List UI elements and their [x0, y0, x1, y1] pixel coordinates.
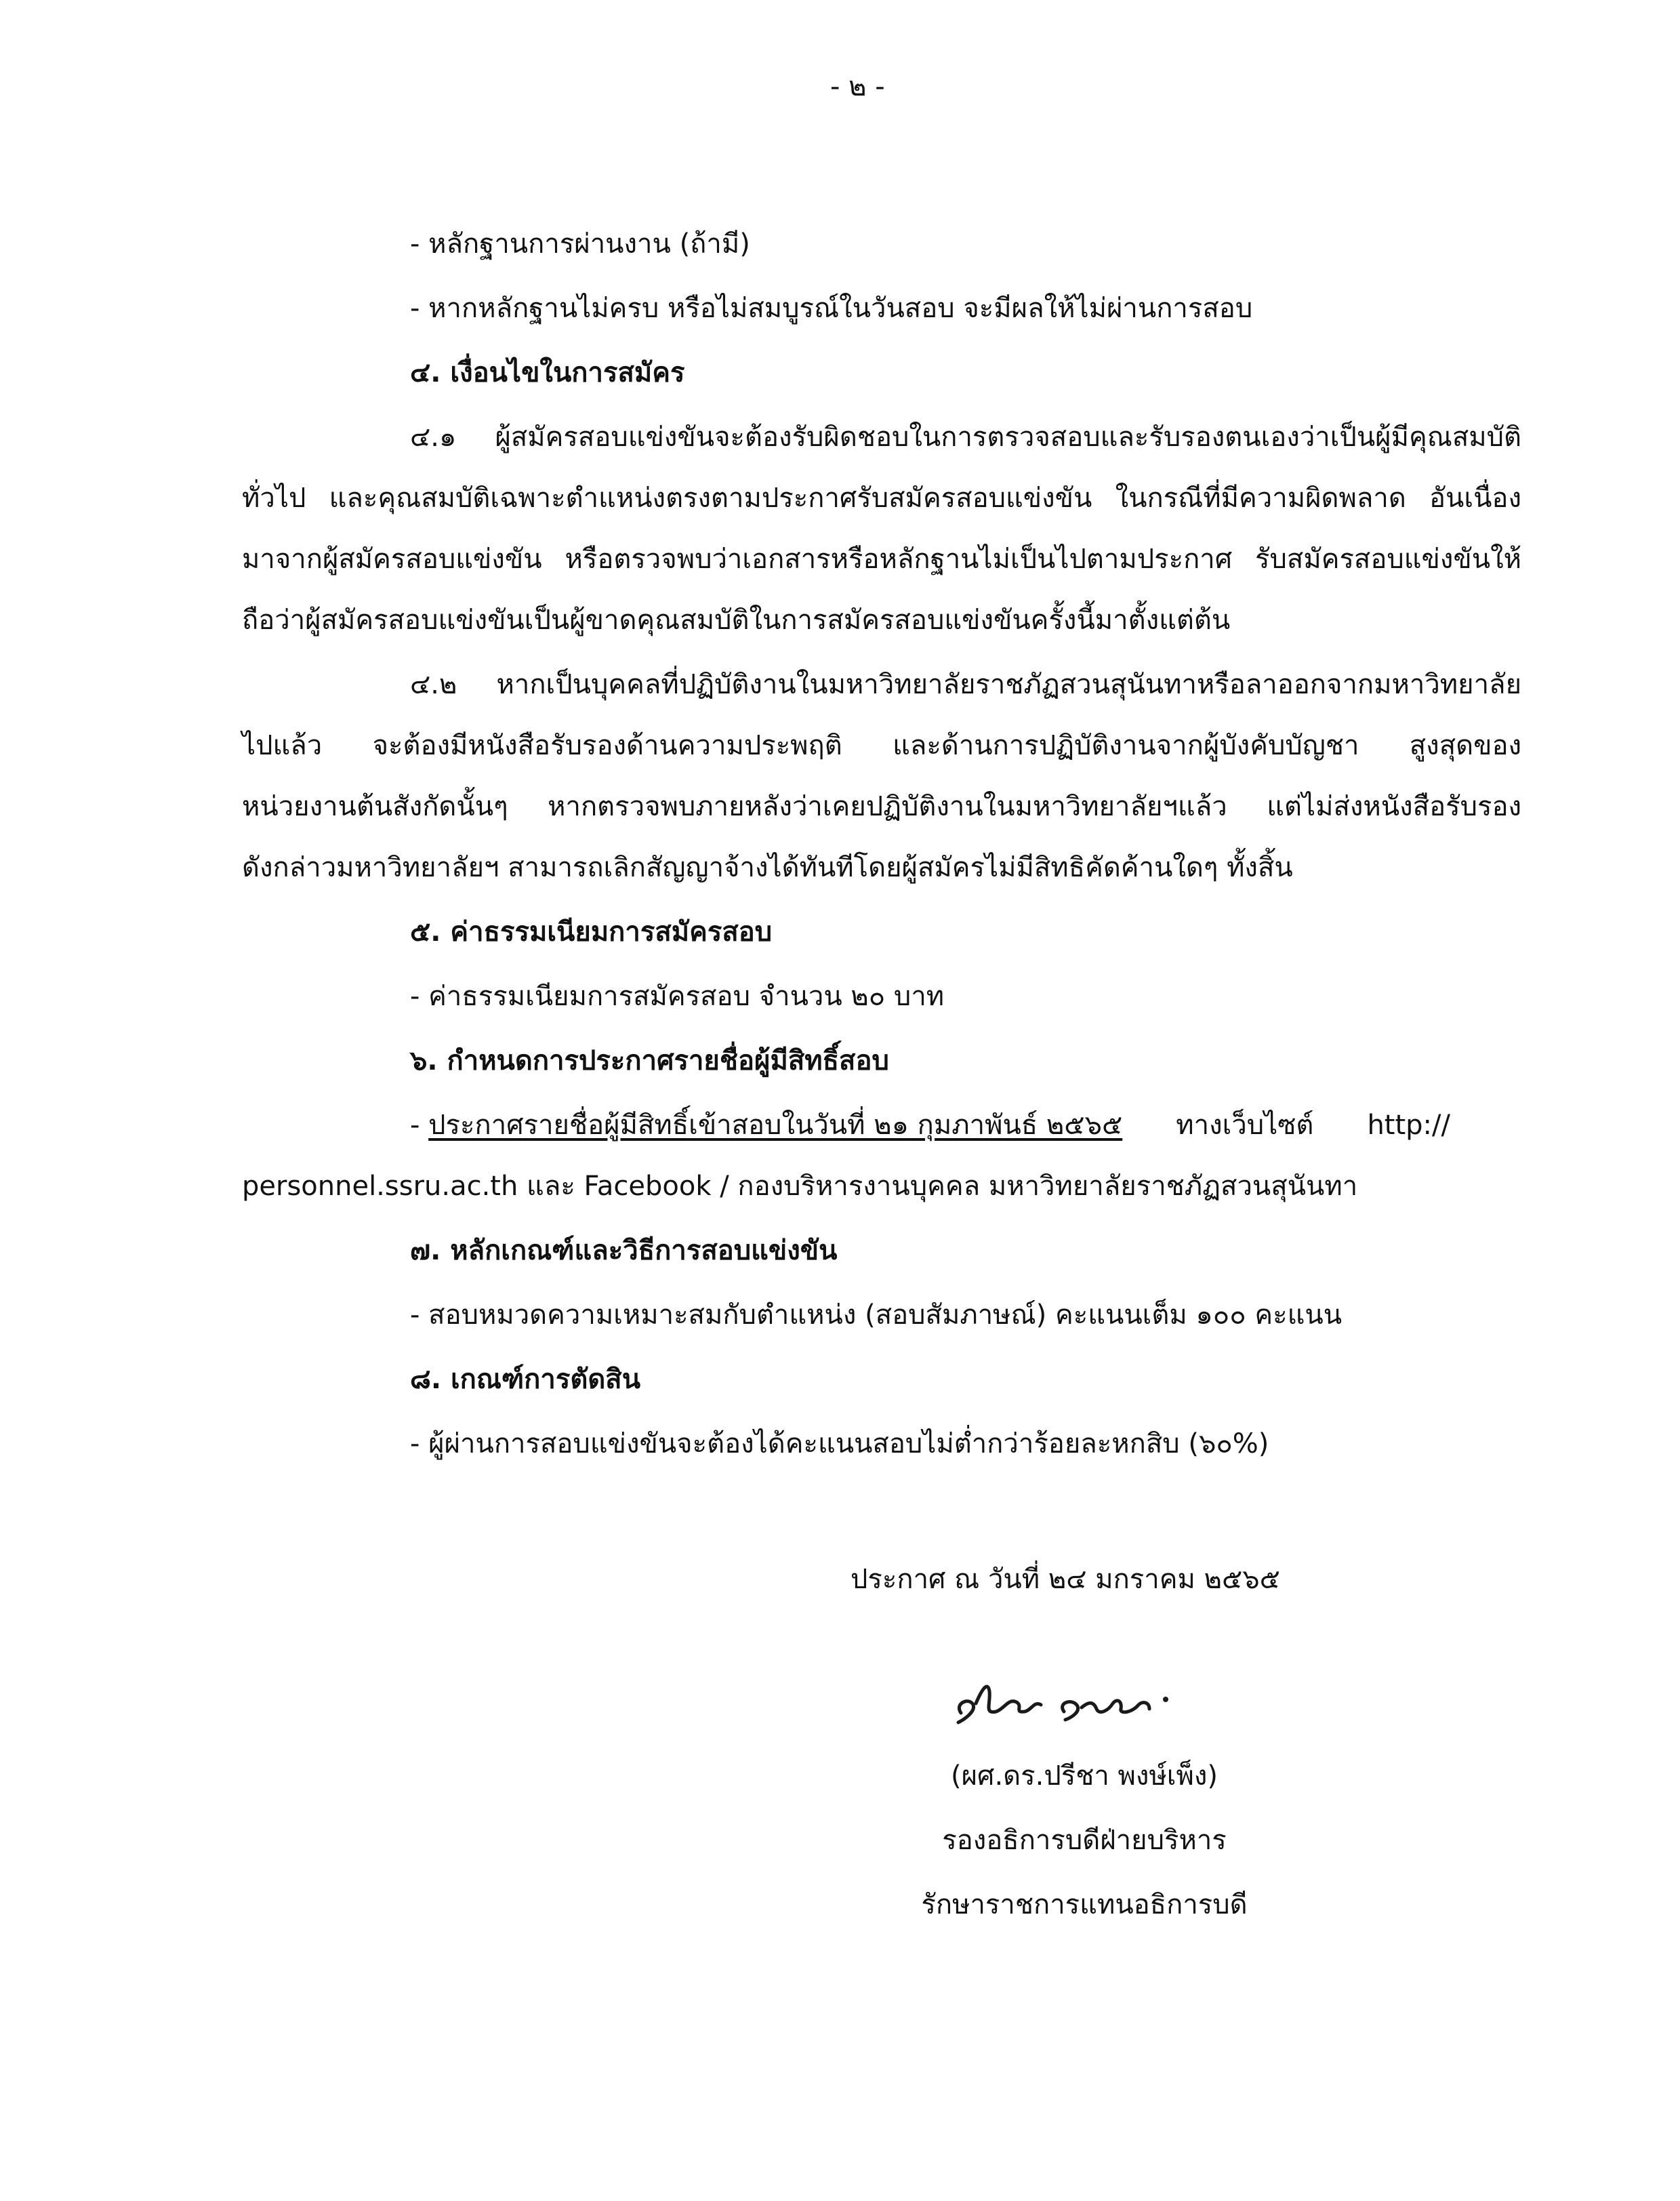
section-4-heading: ๔. เงื่อนไขในการสมัคร	[410, 357, 685, 388]
website-url-start: http://	[1367, 1110, 1450, 1141]
text-segment: หากตรวจพบภายหลังว่าเคยปฏิบัติงานในมหาวิทยาลัยฯแล้ว	[548, 791, 1227, 822]
text-segment: สูงสุดของ	[1409, 730, 1521, 761]
section-4-1-row-4: ถือว่าผู้สมัครสอบแข่งขันเป็นผู้ขาดคุณสมบัติในการสมัครสอบแข่งขันครั้งนี้มาตั้งแต่ต้น	[242, 605, 1231, 636]
handwritten-signature	[949, 1671, 1206, 1745]
section-5-heading: ๕. ค่าธรรมเนียมการสมัครสอบ	[410, 916, 773, 948]
signer-position: รองอธิการบดีฝ่ายบริหาร	[942, 1825, 1227, 1856]
text-segment: จะต้องมีหนังสือรับรองด้านความประพฤติ	[372, 730, 842, 761]
text-segment: แต่ไม่ส่งหนังสือรับรอง	[1267, 791, 1521, 822]
section-4-1-text: ผู้สมัครสอบแข่งขันจะต้องรับผิดชอบในการตรวจสอบและรับรองตนเองว่าเป็นผู้มีคุณสมบัติ	[495, 422, 1521, 453]
section-4-1-row-3	[242, 539, 1521, 580]
section-8-text: - ผู้ผ่านการสอบแข่งขันจะต้องได้คะแนนสอบไม่ต่ำกว่าร้อยละหกสิบ (๖๐%)	[410, 1428, 1269, 1459]
section-4-1-row-1	[410, 417, 1521, 458]
section-4-2-text: หากเป็นบุคคลที่ปฏิบัติงานในมหาวิทยาลัยราชภัฏสวนสุนันทาหรือลาออกจากมหาวิทยาลัย	[496, 669, 1521, 700]
section-4-2-row-4: ดังกล่าวมหาวิทยาลัยฯ สามารถเลิกสัญญาจ้างได้ทันทีโดยผู้สมัครไม่มีสิทธิคัดค้านใดๆ ทั้งสิ้น	[242, 852, 1293, 883]
text-segment: หรือตรวจพบว่าเอกสารหรือหลักฐานไม่เป็นไปตามประกาศ	[565, 544, 1233, 575]
section-6-announcement	[410, 1105, 1122, 1146]
text-segment: และด้านการปฏิบัติงานจากผู้บังคับบัญชา	[893, 730, 1359, 761]
website-label: ทางเว็บไซต์	[1176, 1110, 1314, 1141]
section-6-heading: ๖. กำหนดการประกาศรายชื่อผู้มีสิทธิ์สอบ	[410, 1045, 889, 1076]
text-segment: ในกรณีที่มีความผิดพลาด	[1115, 483, 1406, 514]
incomplete-evidence-line: - หากหลักฐานไม่ครบ หรือไม่สมบูรณ์ในวันสอบ จะมีผลให้ไม่ผ่านการสอบ	[410, 293, 1253, 324]
section-4-1-number: ๔.๑	[410, 422, 457, 453]
announcement-date-underlined: ประกาศรายชื่อผู้มีสิทธิ์เข้าสอบในวันที่ ๒๑ กุมภาพันธ์ ๒๕๖๕	[428, 1110, 1123, 1141]
dash: -	[410, 1110, 420, 1141]
section-4-2-number: ๔.๒	[410, 669, 457, 700]
text-segment: ไปแล้ว	[242, 730, 323, 761]
signer-name: (ผศ.ดร.ปรีชา พงษ์เพ็ง)	[951, 1760, 1218, 1792]
section-4-2-row-1	[410, 664, 1521, 705]
section-6-row-1	[410, 1105, 1450, 1146]
section-4-2-row-2	[242, 725, 1521, 766]
section-4-2-row-3	[242, 786, 1521, 827]
text-segment: มาจากผู้สมัครสอบแข่งขัน	[242, 544, 542, 575]
section-8-heading: ๘. เกณฑ์การตัดสิน	[410, 1364, 641, 1395]
text-segment: ทั่วไป	[242, 483, 306, 514]
signer-acting-role: รักษาราชการแทนอธิการบดี	[921, 1889, 1248, 1920]
section-4-1-row-2	[242, 478, 1521, 519]
section-7-heading: ๗. หลักเกณฑ์และวิธีการสอบแข่งขัน	[410, 1235, 838, 1266]
section-5-text: - ค่าธรรมเนียมการสมัครสอบ จำนวน ๒๐ บาท	[410, 981, 945, 1012]
text-segment: รับสมัครสอบแข่งขันให้	[1255, 544, 1521, 575]
section-7-text: - สอบหมวดความเหมาะสมกับตำแหน่ง (สอบสัมภาษณ์) คะแนนเต็ม ๑๐๐ คะแนน	[410, 1299, 1343, 1331]
text-segment: อันเนื่อง	[1429, 483, 1521, 514]
text-segment: หน่วยงานต้นสังกัดนั้นๆ	[242, 791, 508, 822]
announcement-date: ประกาศ ณ วันที่ ๒๔ มกราคม ๒๕๖๕	[851, 1564, 1280, 1595]
page-number: - ๒ -	[830, 71, 885, 102]
text-segment: และคุณสมบัติเฉพาะตำแหน่งตรงตามประกาศรับสมัครสอบแข่งขัน	[329, 483, 1092, 514]
section-6-row-2: personnel.ssru.ac.th และ Facebook / กองบริหารงานบุคคล มหาวิทยาลัยราชภัฏสวนสุนันทา	[242, 1171, 1358, 1202]
evidence-line: - หลักฐานการผ่านงาน (ถ้ามี)	[410, 228, 750, 260]
